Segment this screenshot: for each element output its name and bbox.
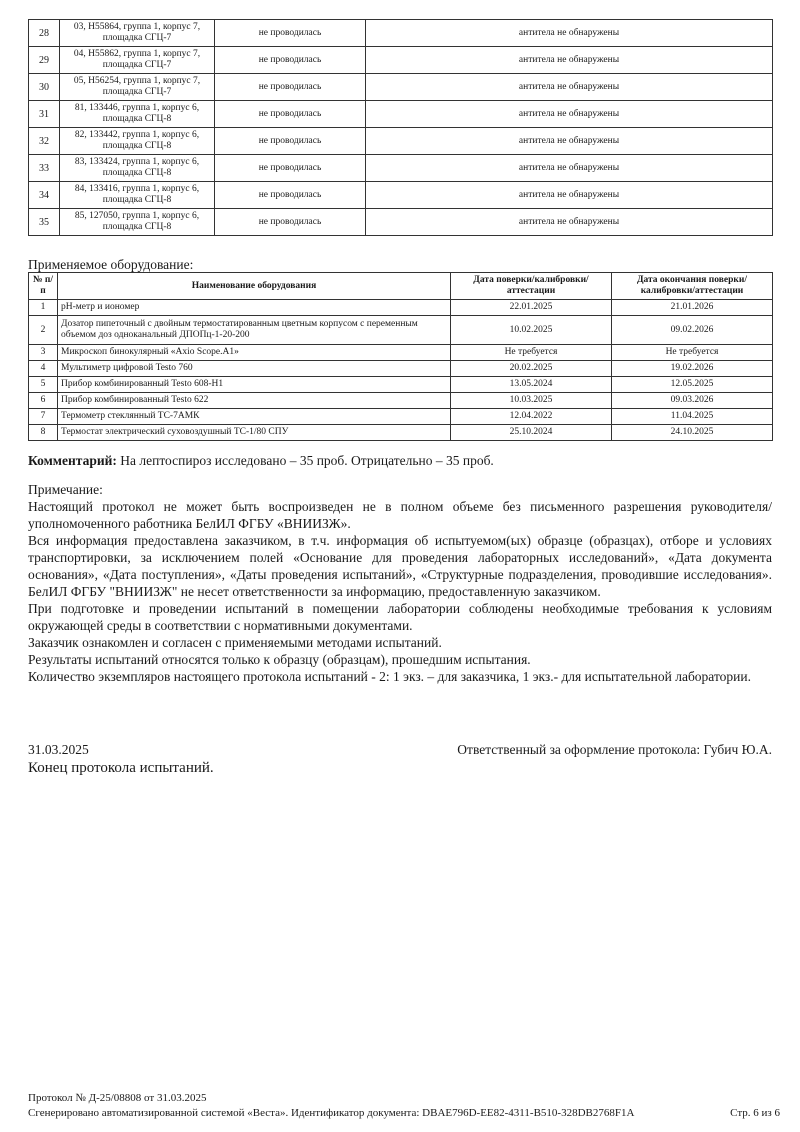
equipment-heading: Применяемое оборудование: <box>28 257 194 272</box>
table-row <box>29 316 773 345</box>
table-row <box>29 409 773 425</box>
sample-id: 05, Н56254, группа 1, корпус 7, площадка СГЦ-7 <box>60 74 215 101</box>
table-row <box>29 345 773 361</box>
row-number: 35 <box>29 209 60 236</box>
equipment-date-to: 19.02.2026 <box>612 361 773 377</box>
equipment-date-from: 20.02.2025 <box>451 361 612 377</box>
table-row <box>29 182 773 209</box>
note-paragraph: Результаты испытаний относятся только к образцу (образцам), прошедшим испытания. <box>28 652 531 667</box>
equipment-date-from: 25.10.2024 <box>451 425 612 441</box>
sample-id: 03, Н55864, группа 1, корпус 7, площадка СГЦ-7 <box>60 20 215 47</box>
table-row <box>29 155 773 182</box>
equipment-date-from: 10.03.2025 <box>451 393 612 409</box>
end-of-protocol: Конец протокола испытаний. <box>28 760 214 776</box>
test-status: не проводилась <box>215 101 366 128</box>
table-row <box>29 393 773 409</box>
test-status: не проводилась <box>215 182 366 209</box>
test-result: антитела не обнаружены <box>366 47 773 74</box>
equipment-name: Прибор комбинированный Testo 622 <box>58 393 451 409</box>
equipment-date-to: 11.04.2025 <box>612 409 773 425</box>
equipment-date-to: Не требуется <box>612 345 773 361</box>
row-number: 33 <box>29 155 60 182</box>
test-result: антитела не обнаружены <box>366 74 773 101</box>
sample-id: 85, 127050, группа 1, корпус 6, площадка СГЦ-8 <box>60 209 215 236</box>
row-number: 34 <box>29 182 60 209</box>
signature-date: 31.03.2025 <box>28 742 89 757</box>
equipment-num: 6 <box>29 393 58 409</box>
comment <box>28 453 494 469</box>
equipment-name: Прибор комбинированный Testo 608-H1 <box>58 377 451 393</box>
note-paragraph: Вся информация предоставлена заказчиком, в т.ч. информация об испытуемом(ых) образце (образцах), отборе и условиях транспортировки, за исключением полей «Основание для проведения лабораторных исследований», «Дата документа основания», «Дата поступления», «Даты проведения испытаний», «Структурные подразделения, проводившие исследования». БелИЛ ФГБУ "ВНИИЗЖ" не несет ответственности за информацию, предоставленную заказчиком. <box>28 533 772 599</box>
footer-page-number: Стр. 6 из 6 <box>730 1107 780 1119</box>
equipment-num: 5 <box>29 377 58 393</box>
responsible-person: Ответственный за оформление протокола: Губич Ю.А. <box>457 742 772 757</box>
row-number: 30 <box>29 74 60 101</box>
test-status: не проводилась <box>215 74 366 101</box>
sample-id: 83, 133424, группа 1, корпус 6, площадка СГЦ-8 <box>60 155 215 182</box>
test-status: не проводилась <box>215 155 366 182</box>
table-row <box>29 20 773 47</box>
sample-id: 81, 133446, группа 1, корпус 6, площадка СГЦ-8 <box>60 101 215 128</box>
equipment-name: Термостат электрический суховоздушный ТС-1/80 СПУ <box>58 425 451 441</box>
test-status: не проводилась <box>215 20 366 47</box>
test-result: антитела не обнаружены <box>366 155 773 182</box>
comment-label: Комментарий: <box>28 453 117 468</box>
test-result: антитела не обнаружены <box>366 101 773 128</box>
equipment-date-from: 12.04.2022 <box>451 409 612 425</box>
header-date-from: Дата поверки/калибровки/аттестации <box>451 273 612 300</box>
note-paragraph: Заказчик ознакомлен и согласен с применяемыми методами испытаний. <box>28 635 442 650</box>
equipment-name: Мультиметр цифровой Testo 760 <box>58 361 451 377</box>
table-row <box>29 209 773 236</box>
equipment-date-to: 12.05.2025 <box>612 377 773 393</box>
equipment-date-from: 10.02.2025 <box>451 316 612 345</box>
equipment-date-to: 09.03.2026 <box>612 393 773 409</box>
note-paragraph: Количество экземпляров настоящего протокола испытаний - 2: 1 экз. – для заказчика, 1 экз.- для испытательной лаборатории. <box>28 669 751 684</box>
header-num: № п/п <box>29 273 58 300</box>
table-row <box>29 361 773 377</box>
row-number: 32 <box>29 128 60 155</box>
equipment-date-from: 22.01.2025 <box>451 300 612 316</box>
row-number: 28 <box>29 20 60 47</box>
equipment-date-to: 09.02.2026 <box>612 316 773 345</box>
table-row <box>29 425 773 441</box>
footer-generated-by: Сгенерировано автоматизированной системой «Веста». Идентификатор документа: DBAE796D-EE82-4311-B510-328DB2768F1A <box>28 1107 635 1119</box>
equipment-num: 2 <box>29 316 58 345</box>
notes-section <box>28 481 772 685</box>
notes-title: Примечание: <box>28 482 103 497</box>
test-result: антитела не обнаружены <box>366 182 773 209</box>
equipment-date-from: 13.05.2024 <box>451 377 612 393</box>
test-result: антитела не обнаружены <box>366 20 773 47</box>
equipment-name: Термометр стеклянный ТС-7АМК <box>58 409 451 425</box>
table-row <box>29 300 773 316</box>
equipment-date-to: 24.10.2025 <box>612 425 773 441</box>
test-status: не проводилась <box>215 47 366 74</box>
table-row <box>29 128 773 155</box>
equipment-table <box>28 272 773 441</box>
row-number: 31 <box>29 101 60 128</box>
equipment-num: 3 <box>29 345 58 361</box>
test-status: не проводилась <box>215 209 366 236</box>
comment-text: На лептоспироз исследовано – 35 проб. Отрицательно – 35 проб. <box>116 453 494 468</box>
equipment-date-from: Не требуется <box>451 345 612 361</box>
sample-id: 04, Н55862, группа 1, корпус 7, площадка СГЦ-7 <box>60 47 215 74</box>
results-table <box>28 19 773 236</box>
equipment-num: 7 <box>29 409 58 425</box>
header-name: Наименование оборудования <box>58 273 451 300</box>
row-number: 29 <box>29 47 60 74</box>
sample-id: 84, 133416, группа 1, корпус 6, площадка СГЦ-8 <box>60 182 215 209</box>
test-status: не проводилась <box>215 128 366 155</box>
header-date-to: Дата окончания поверки/калибровки/аттестации <box>612 273 773 300</box>
equipment-name: Дозатор пипеточный с двойным термостатированным цветным корпусом с переменным объемом доз одноканальный ДПОПц-1-20-200 <box>58 316 451 345</box>
test-result: антитела не обнаружены <box>366 128 773 155</box>
test-result: антитела не обнаружены <box>366 209 773 236</box>
table-row <box>29 377 773 393</box>
note-paragraph: При подготовке и проведении испытаний в помещении лаборатории соблюдены необходимые требования к условиям окружающей среды в соответствии с нормативными документами. <box>28 601 772 633</box>
table-row <box>29 74 773 101</box>
equipment-num: 1 <box>29 300 58 316</box>
equipment-name: Микроскоп бинокулярный «Axio Scope.A1» <box>58 345 451 361</box>
sample-id: 82, 133442, группа 1, корпус 6, площадка СГЦ-8 <box>60 128 215 155</box>
equipment-num: 4 <box>29 361 58 377</box>
equipment-num: 8 <box>29 425 58 441</box>
table-row <box>29 47 773 74</box>
equipment-name: pH-метр и иономер <box>58 300 451 316</box>
note-paragraph: Настоящий протокол не может быть воспроизведен не в полном объеме без письменного разрешения руководителя/уполномоченного работника БелИЛ ФГБУ «ВНИИЗЖ». <box>28 499 772 531</box>
table-row <box>29 101 773 128</box>
equipment-date-to: 21.01.2026 <box>612 300 773 316</box>
footer-protocol-number: Протокол № Д-25/08808 от 31.03.2025 <box>28 1092 207 1104</box>
table-header-row <box>29 273 773 300</box>
